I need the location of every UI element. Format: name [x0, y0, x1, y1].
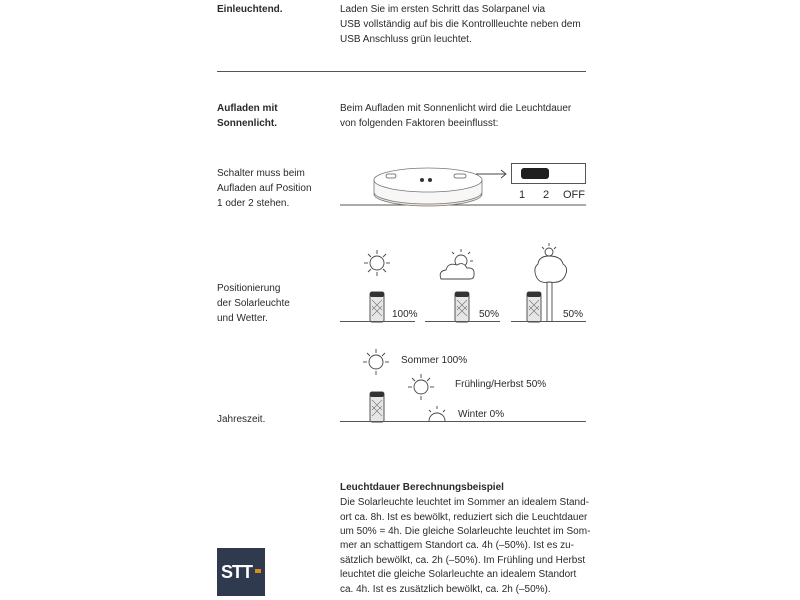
solar-lamp-icon — [368, 290, 386, 322]
season-spring-autumn: Frühling/Herbst 50% — [455, 379, 547, 390]
berechnung-title: Leuchtdauer Berechnungsbeispiel — [340, 482, 504, 493]
pct-cloud: 50% — [479, 309, 500, 320]
section-divider — [217, 71, 586, 72]
sun-summer-icon — [362, 348, 390, 378]
season-summer: Sommer 100% — [401, 355, 468, 366]
berechnung-line-1: Die Solarleuchte leuchtet im Sommer an idealem Stand- — [340, 497, 590, 508]
season-winter: Winter 0% — [458, 409, 505, 420]
schalter-label-1: Schalter muss beim — [217, 168, 305, 179]
solar-lamp-icon — [453, 290, 471, 322]
ground-line — [340, 421, 586, 422]
logo-accent — [255, 569, 261, 573]
aufladen-line-1: Beim Aufladen mit Sonnenlicht wird die Leuchtdauer — [340, 103, 572, 114]
logo-text: STT — [221, 562, 252, 582]
berechnung-line-5: sätzlich bewölkt, ca. 2h (–50%). Im Frühling und Herbst — [340, 555, 586, 566]
einleuchtend-line-1: Laden Sie im ersten Schritt das Solarpanel via — [340, 4, 546, 15]
berechnung-line-6: leuchtet die gleiche Solarleuchte an idealem Standort — [340, 569, 577, 580]
berechnung-line-4: mer an schattigem Standort ca. 4h (–50%). Ist es zu- — [340, 540, 574, 551]
pct-tree: 50% — [563, 309, 584, 320]
berechnung-line-2: ort ca. 8h. Ist es bewölkt, reduziert sich die Leuchtdauer — [340, 512, 588, 523]
switch-pos-2: 2 — [543, 189, 550, 201]
switch-pos-1: 1 — [519, 189, 526, 201]
sun-icon — [362, 248, 392, 278]
schalter-label-3: 1 oder 2 stehen. — [217, 198, 290, 209]
section-label-aufladen-2: Sonnenlicht. — [217, 118, 277, 129]
brand-logo — [217, 548, 265, 596]
section-label-aufladen-1: Aufladen mit — [217, 103, 278, 114]
jahreszeit-label: Jahreszeit. — [217, 414, 266, 425]
section-label-einleuchtend: Einleuchtend. — [217, 4, 283, 15]
positionierung-label-1: Positionierung — [217, 283, 281, 294]
switch-pos-off: OFF — [563, 189, 585, 201]
sun-spring-icon — [406, 372, 436, 402]
berechnung-line-7: ca. 4h. Ist es zusätzlich bewölkt, ca. 2h (–50%). — [340, 584, 551, 595]
positionierung-label-3: und Wetter. — [217, 313, 268, 324]
switch-icon — [511, 163, 587, 187]
aufladen-line-2: von folgenden Faktoren beeinflusst: — [340, 118, 499, 129]
pct-sun: 100% — [392, 309, 418, 320]
solar-lamp-icon — [525, 290, 543, 322]
einleuchtend-line-3: USB Anschluss grün leuchtet. — [340, 34, 472, 45]
solar-lamp-icon — [368, 390, 386, 422]
positionierung-label-2: der Solarleuchte — [217, 298, 290, 309]
schalter-label-2: Aufladen auf Position — [217, 183, 312, 194]
berechnung-line-3: um 50% = 4h. Die gleiche Solarleuchte leuchtet im Som- — [340, 526, 591, 537]
cloud-sun-icon — [437, 248, 479, 282]
einleuchtend-line-2: USB vollständig auf bis die Kontrollleuchte neben dem — [340, 19, 581, 30]
